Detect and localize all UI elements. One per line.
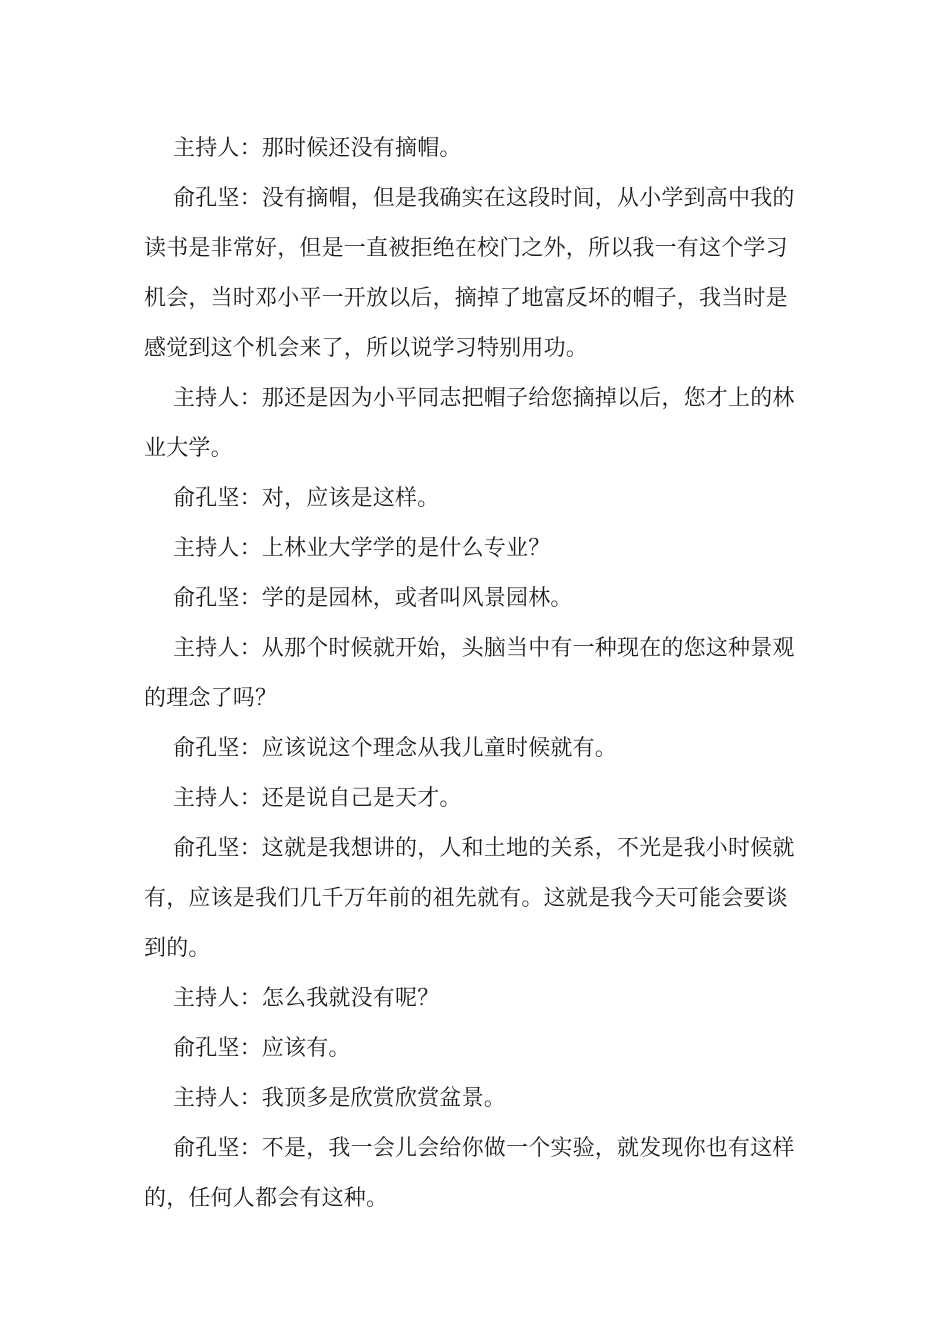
paragraph-guest: 俞孔坚：不是，我一会儿会给你做一个实验，就发现你也有这样的，任何人都会有这种。 bbox=[144, 1136, 795, 1211]
paragraph-guest: 俞孔坚：没有摘帽，但是我确实在这段时间，从小学到高中我的读书是非常好，但是一直被拒绝在校门之外，所以我一有这个学习机会，当时邓小平一开放以后，摘掉了地富反坏的帽子，我当时是感觉到这个机会来了，所以说学习特别用功。 bbox=[144, 186, 795, 361]
paragraph-host: 主持人：我顶多是欣赏欣赏盆景。 bbox=[173, 1086, 507, 1111]
paragraph-host: 主持人：那还是因为小平同志把帽子给您摘掉以后，您才上的林业大学。 bbox=[144, 386, 795, 461]
paragraph-host: 主持人：那时候还没有摘帽。 bbox=[173, 136, 462, 161]
paragraph-guest: 俞孔坚：这就是我想讲的，人和土地的关系，不光是我小时候就有，应该是我们几千万年前的祖先就有。这就是我今天可能会要谈到的。 bbox=[144, 836, 795, 961]
paragraph-guest: 俞孔坚：对，应该是这样。 bbox=[173, 486, 440, 511]
paragraph-host: 主持人：从那个时候就开始，头脑当中有一种现在的您这种景观的理念了吗？ bbox=[144, 636, 795, 711]
paragraph-guest: 俞孔坚：应该说这个理念从我儿童时候就有。 bbox=[173, 736, 618, 761]
paragraph-host: 主持人：怎么我就没有呢？ bbox=[173, 986, 440, 1011]
paragraph-guest: 俞孔坚：应该有。 bbox=[173, 1036, 351, 1061]
paragraph-guest: 俞孔坚：学的是园林，或者叫风景园林。 bbox=[173, 586, 573, 611]
interview-transcript bbox=[144, 124, 804, 1224]
paragraph-host: 主持人：还是说自己是天才。 bbox=[173, 786, 462, 811]
paragraph-host: 主持人：上林业大学学的是什么专业？ bbox=[173, 536, 551, 561]
